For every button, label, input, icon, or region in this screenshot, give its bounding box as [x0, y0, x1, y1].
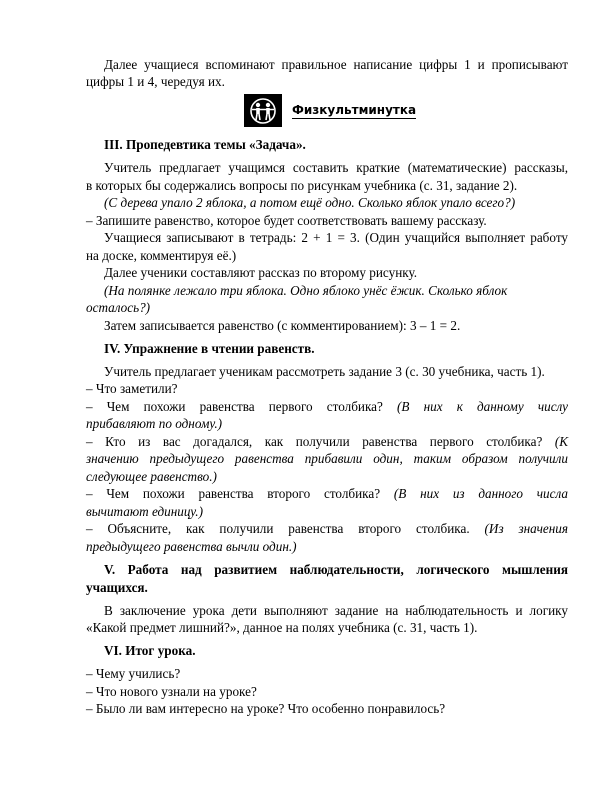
line-text-italic: (В них к данному числу [397, 399, 568, 414]
stick-figures-icon [244, 94, 282, 127]
paragraph-line: прибавляют по одному.) [86, 416, 223, 431]
paragraph-line: следующее равенство.) [86, 469, 217, 484]
line-text-italic: (К [554, 434, 569, 449]
paragraph-line: Затем записывается равенство (с комментированием): 3 – 1 = 2. [104, 318, 461, 333]
section-heading: IV. Упражнение в чтении равенств. [104, 341, 315, 356]
line-text: – Чем похожи равенства второго столбика? [86, 486, 381, 501]
section-heading: учащихся. [86, 580, 148, 595]
paragraph-line: (На полянке лежало три яблока. Одно яблоко унёс ёжик. Сколько яблок [104, 283, 508, 298]
section-heading: VI. Итог урока. [104, 643, 196, 658]
paragraph-line: – Чему учились? [86, 666, 181, 681]
line-text: – Объясните, как получили равенства второго столбика. [86, 521, 470, 536]
paragraph-line: на доске, комментируя её.) [86, 248, 237, 263]
banner-title: Физкультминутка [292, 102, 417, 117]
paragraph-line: осталось?) [86, 300, 151, 315]
paragraph-line: Далее учащиеся вспоминают правильное написание цифры 1 и прописывают [104, 57, 568, 72]
line-text-italic: (Из значения [484, 521, 569, 536]
paragraph-line: – Запишите равенство, которое будет соответствовать вашему рассказу. [86, 213, 487, 228]
paragraph-line: – Было ли вам интересно на уроке? Что особенно понравилось? [86, 701, 446, 716]
paragraph-line [86, 398, 568, 416]
line-text: – Чем похожи равенства первого столбика? [86, 399, 383, 414]
paragraph-line [86, 433, 568, 451]
paragraph-line: – Что заметили? [86, 381, 178, 396]
paragraph-line: вычитают единицу.) [86, 504, 203, 519]
paragraph-line: Учитель предлагает ученикам рассмотреть задание 3 (с. 30 учебника, часть 1). [104, 364, 545, 379]
paragraph-line: значению предыдущего равенства прибавили один, таким образом получили [86, 451, 568, 466]
line-text: – Кто из вас догадался, как получили равенства первого столбика? [86, 434, 543, 449]
paragraph-line [86, 520, 568, 538]
paragraph-line: Учащиеся записывают в тетрадь: 2 + 1 = 3. (Один учащийся выполняет работу [104, 230, 568, 245]
paragraph-line: Далее ученики составляют рассказ по второму рисунку. [104, 265, 418, 280]
line-text-italic: (В них из данного числа [393, 486, 569, 501]
physical-break-banner [244, 94, 419, 127]
paragraph-line [86, 485, 568, 503]
paragraph-line: Учитель предлагает учащимся составить краткие (математические) рассказы, [104, 160, 568, 175]
paragraph-line: цифры 1 и 4, чередуя их. [86, 74, 225, 89]
paragraph-line: (С дерева упало 2 яблока, а потом ещё одно. Сколько яблок упало всего?) [104, 195, 516, 210]
section-heading: V. Работа над развитием наблюдательности, логического мышления [104, 562, 568, 577]
paragraph-line: «Какой предмет лишний?», данное на полях учебника (с. 31, часть 1). [86, 620, 478, 635]
section-heading: III. Пропедевтика темы «Задача». [104, 137, 306, 152]
paragraph-line: в которых бы содержались вопросы по рисункам учебника (с. 31, задание 2). [86, 178, 518, 193]
paragraph-line: – Что нового узнали на уроке? [86, 684, 257, 699]
paragraph-line: предыдущего равенства вычли один.) [86, 539, 297, 554]
paragraph-line: В заключение урока дети выполняют задание на наблюдательность и логику [104, 603, 568, 618]
